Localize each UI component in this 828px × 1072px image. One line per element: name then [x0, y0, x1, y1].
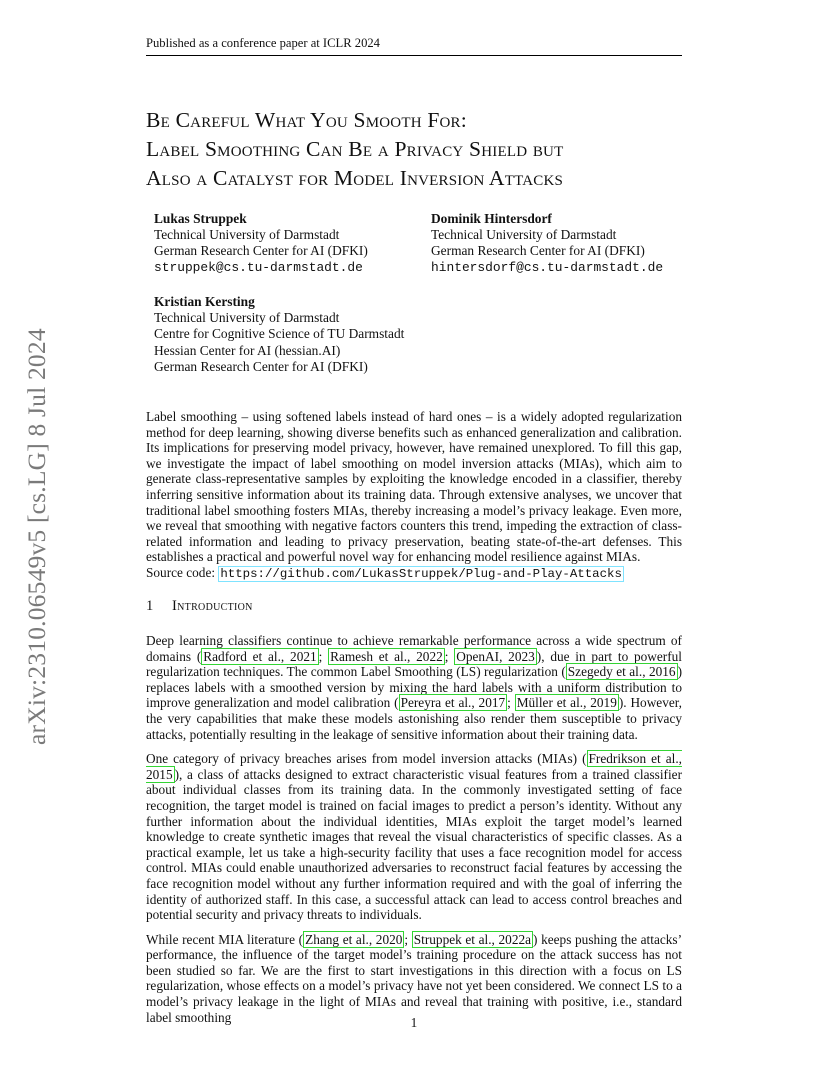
- author-block-struppek: [154, 211, 368, 276]
- text-run: ;: [444, 648, 455, 664]
- text-run: ) replaces labels with a smoothed version by mixing the hard labels with a uniform distribution to improve generalization and model calibration (: [146, 664, 682, 711]
- text-run: ). However, the very capabilities that make these models astonishing also render them susceptible to privacy attacks, potentially resulting in the leakage of sensitive information about their training data.: [146, 695, 682, 742]
- author-affiliation: Technical University of Darmstadt: [431, 227, 617, 243]
- citation-link[interactable]: OpenAI, 2023: [456, 648, 535, 664]
- citation-link[interactable]: Ramesh et al., 2022: [330, 648, 443, 664]
- section-number: 1: [146, 598, 154, 614]
- author-affiliation: Technical University of Darmstadt: [154, 227, 340, 243]
- paragraph-3: [146, 932, 682, 1026]
- author-affiliation: German Research Center for AI (DFKI): [154, 358, 368, 374]
- paragraph-1: [146, 633, 682, 742]
- source-code-line: [146, 565, 682, 583]
- citation-link[interactable]: Szegedy et al., 2016: [567, 664, 676, 680]
- title-line-1: Be Careful What You Smooth For:: [146, 108, 467, 132]
- citation-link[interactable]: Fredrikson et al., 2015: [146, 751, 682, 782]
- text-run: While recent MIA literature (: [146, 931, 304, 947]
- source-code-label: Source code:: [146, 564, 216, 580]
- author-block-hintersdorf: [431, 211, 663, 276]
- abstract: [146, 409, 682, 583]
- citation-link[interactable]: Radford et al., 2021: [203, 648, 317, 664]
- text-run: ;: [404, 931, 412, 947]
- author-affiliation: German Research Center for AI (DFKI): [154, 243, 368, 259]
- text-run: Deep learning classifiers continue to achieve remarkable performance across a wide spectrum of domains (: [146, 633, 682, 664]
- page-number: 1: [410, 1015, 418, 1030]
- arxiv-identifier: arXiv:2310.06549v5 [cs.LG] 8 Jul 2024: [22, 328, 51, 745]
- source-code-link[interactable]: https://github.com/LukasStruppek/Plug-and-Play-Attacks: [220, 566, 622, 581]
- author-affiliation: Hessian Center for AI (hessian.AI): [154, 342, 341, 358]
- author-name: Dominik Hintersdorf: [431, 211, 552, 226]
- text-run: ), due in part to powerful regularization techniques. The common Label Smoothing (LS) regularization (: [146, 648, 683, 680]
- paper-title: [146, 106, 706, 193]
- author-email[interactable]: struppek@cs.tu-darmstadt.de: [154, 259, 363, 275]
- author-affiliation: Technical University of Darmstadt: [154, 310, 340, 326]
- author-email[interactable]: hintersdorf@cs.tu-darmstadt.de: [431, 259, 664, 275]
- author-affiliation: German Research Center for AI (DFKI): [431, 243, 645, 259]
- citation-link[interactable]: Zhang et al., 2020: [305, 931, 403, 947]
- arxiv-sidebar: [22, 305, 52, 745]
- author-name: Lukas Struppek: [154, 211, 247, 226]
- text-run: ), a class of attacks designed to extract characteristic visual features from a trained classifier about individual classes from its training data. In the commonly investigated setting of face recognition, the target model is trained on facial images to predict a person’s identity. Without any further information about the individual identities, MIAs exploit the target model’s learned knowledge to create synthetic images that reveal the visual characteristics of specific classes. As a practical example, let us take a high-security facility that uses a face recognition model for access control. MIAs could enable unauthorized adversaries to reconstruct facial features by accessing the face recognition model without any further information required and with the goal of inferring the identity of authorized staff. In this case, a successful attack can lead to access control breaches and potential security and privacy threats to individuals.: [146, 766, 682, 923]
- text-run: One category of privacy breaches arises from model inversion attacks (MIAs) (: [146, 751, 587, 767]
- text-run: ;: [318, 648, 329, 664]
- introduction-body: [146, 633, 682, 1034]
- citation-link[interactable]: Müller et al., 2019: [516, 695, 617, 711]
- text-run: ;: [507, 695, 515, 711]
- section-heading-introduction: [146, 598, 682, 615]
- author-affiliation: Centre for Cognitive Science of TU Darmstadt: [154, 326, 405, 342]
- citation-link[interactable]: Struppek et al., 2022a: [413, 931, 532, 947]
- title-line-3: Also a Catalyst for Model Inversion Attacks: [146, 166, 564, 190]
- running-header: Published as a conference paper at ICLR 2024: [146, 36, 682, 56]
- abstract-text: Label smoothing – using softened labels instead of hard ones – is a widely adopted regularization method for deep learning, showing diverse benefits such as enhanced generalization and calibration. Its implications for preserving model privacy, however, have remained unexplored. To fill this gap, we investigate the impact of label smoothing on model inversion attacks (MIAs), which aim to generate class-representative samples by exploiting the knowledge encoded in a classifier, thereby inferring sensitive information about its training data. Through extensive analyses, we uncover that traditional label smoothing fosters MIAs, thereby increasing a model’s privacy leakage. Even more, we reveal that smoothing with negative factors counters this trend, impeding the extraction of class-related information and leading to privacy preservation, beating state-of-the-art defenses. This establishes a practical and powerful novel way for enhancing model resilience against MIAs.: [146, 409, 682, 565]
- text-run: ) keeps pushing the attacks’ performance, the influence of the target model’s training procedure on the attack success has not been studied so far. We are the first to start investigations in this direction with a focus on LS regularization, whose effects on a model’s privacy have not yet been considered. We connect LS to a model’s privacy leakage in the light of MIAs and reveal that training with positive, i.e., standard label smoothing: [146, 931, 682, 1025]
- section-title: Introduction: [172, 598, 253, 614]
- paragraph-2: [146, 751, 682, 923]
- author-name: Kristian Kersting: [154, 294, 255, 309]
- title-line-2: Label Smoothing Can Be a Privacy Shield but: [146, 137, 564, 161]
- author-block-kersting: [154, 294, 404, 375]
- citation-link[interactable]: Pereyra et al., 2017: [400, 695, 506, 711]
